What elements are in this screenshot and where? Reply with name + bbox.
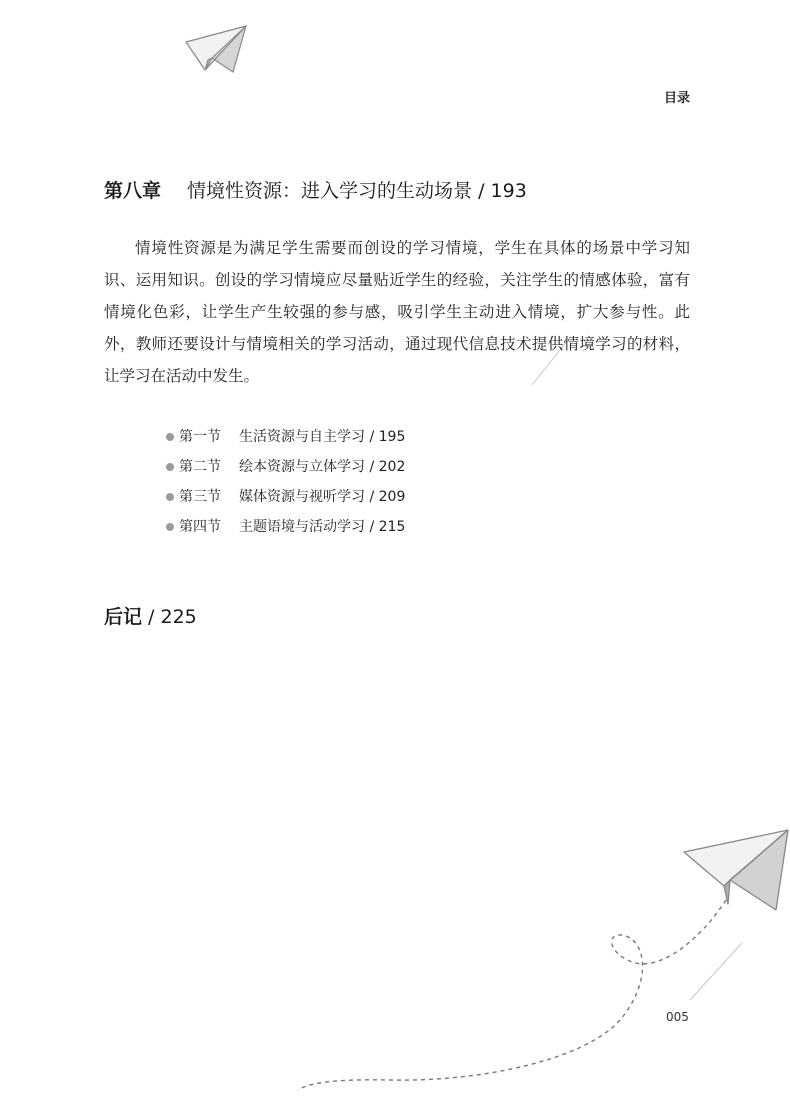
section-page-separator: / <box>365 459 379 475</box>
chapter-title: 情境性资源：进入学习的生动场景 <box>187 180 473 202</box>
section-item[interactable] <box>166 482 405 512</box>
paper-plane-icon <box>186 26 246 72</box>
bullet-icon <box>166 523 174 531</box>
chapter-number: 第八章 <box>104 180 162 202</box>
section-label: 第四节 <box>179 519 221 535</box>
chapter-page: 193 <box>490 180 527 202</box>
section-item[interactable] <box>166 422 405 452</box>
decor-line <box>690 943 742 1000</box>
bullet-icon <box>166 463 174 471</box>
section-title: 生活资源与自主学习 <box>239 429 365 445</box>
toc-header-label: 目录 <box>664 91 691 106</box>
chapter-heading <box>104 176 527 203</box>
section-page: 209 <box>378 489 406 505</box>
section-list <box>166 422 405 542</box>
postscript-page-separator: / <box>142 606 161 628</box>
chapter-page-separator: / <box>472 180 491 202</box>
section-label: 第二节 <box>179 459 221 475</box>
section-page-separator: / <box>365 429 379 445</box>
section-item[interactable] <box>166 512 405 542</box>
section-item[interactable] <box>166 452 405 482</box>
section-label: 第三节 <box>179 489 221 505</box>
section-page: 195 <box>378 429 406 445</box>
section-page-separator: / <box>365 489 379 505</box>
section-title: 媒体资源与视听学习 <box>239 489 365 505</box>
chapter-intro-paragraph: 情境性资源是为满足学生需要而创设的学习情境，学生在具体的场景中学习知识、运用知识。创设的学习情境应尽量贴近学生的经验，关注学生的情感体验，富有情境化色彩，让学生产生较强的参与感，吸引学生主动进入情境，扩大参与性。此外，教师还要设计与情境相关的学习活动，通过现代信息技术提供情境学习的材料，让学习在活动中发生。 <box>104 239 690 385</box>
bullet-icon <box>166 433 174 441</box>
section-page: 215 <box>378 519 406 535</box>
flight-trail <box>298 900 726 1090</box>
section-title: 主题语境与活动学习 <box>239 519 365 535</box>
bullet-icon <box>166 493 174 501</box>
postscript-title: 后记 <box>104 606 143 628</box>
section-label: 第一节 <box>179 429 221 445</box>
section-page: 202 <box>378 459 406 475</box>
postscript-heading <box>104 602 197 629</box>
paper-plane-icon <box>684 830 788 910</box>
section-title: 绘本资源与立体学习 <box>239 459 365 475</box>
page-number: 005 <box>666 1010 689 1024</box>
postscript-page: 225 <box>160 606 197 628</box>
section-page-separator: / <box>365 519 379 535</box>
